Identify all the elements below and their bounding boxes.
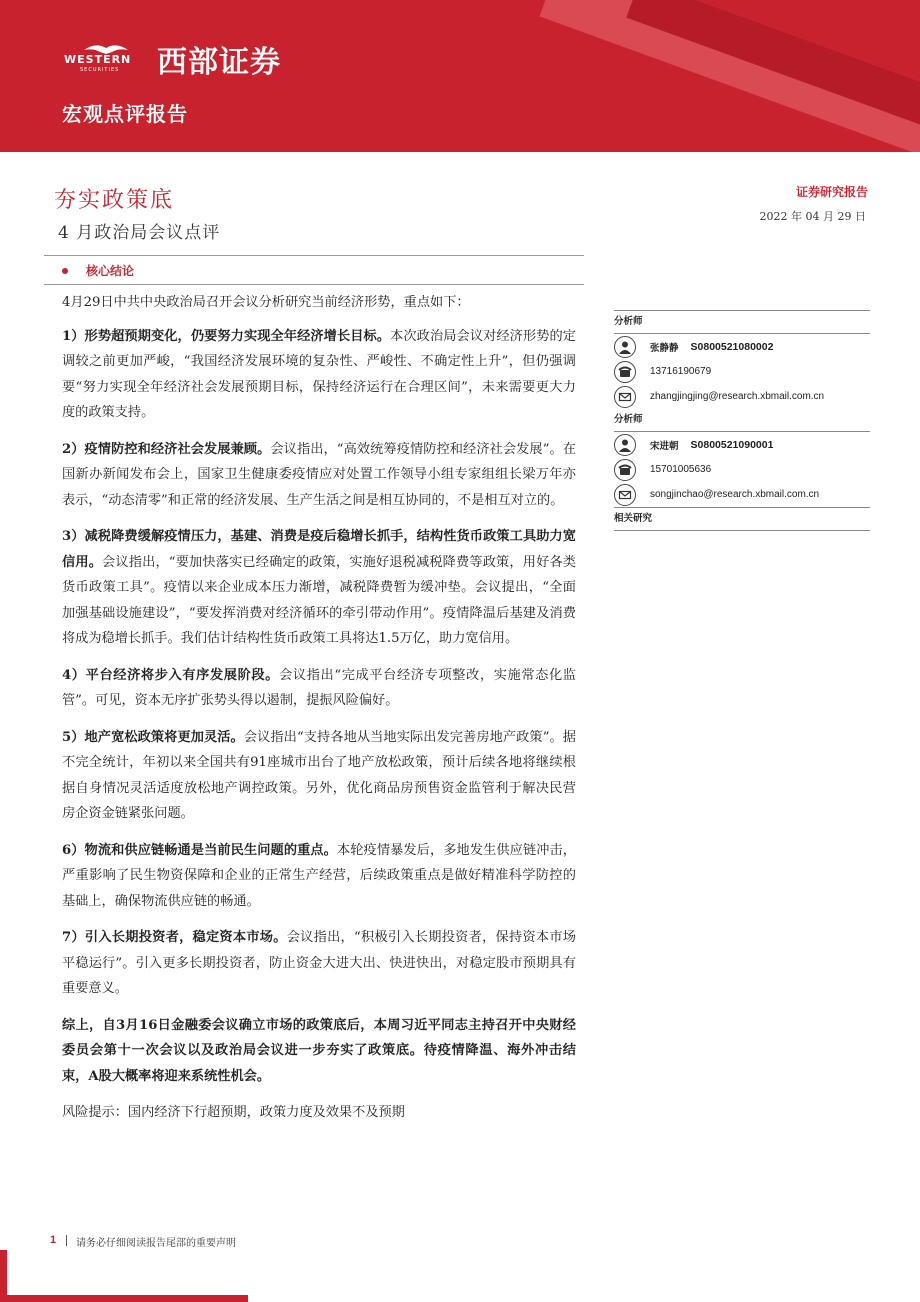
logo-english-sub: SECURITIES [80, 67, 120, 73]
header-banner [0, 0, 920, 152]
point-lead: 5）地产宽松政策将更加灵活。 [62, 729, 244, 745]
analyst-name-row [614, 432, 870, 457]
analyst-phone-row [614, 359, 870, 384]
point-text: 本次政治局会议对经济形势的定调较之前更加严峻，“我国经济发展环境的复杂性、严峻性、不确定性上升”，但仍强调要“努力实现全年经济社会发展预期目标，保持经济运行在合理区间”，未来需要更大力度的政策支持。 [62, 328, 576, 420]
corner-accent [0, 1295, 248, 1302]
point-text: 会议指出“支持各地从当地实际出发完善房地产政策”。据不完全统计，年初以来全国共有91座城市出台了地产放松政策，预计后续各地将继续根据自身情况灵活适度放松地产调控政策。另外，优化商品房预售资金监管利于解决民营房企资金链紧张问题。 [62, 729, 576, 821]
analyst-name: 宋进朝 [650, 440, 679, 452]
analyst-name: 张静静 [650, 342, 679, 354]
analyst-sidebar [614, 310, 870, 531]
analyst-cert: S0800521080002 [690, 340, 774, 353]
core-conclusion-label: 核心结论 [86, 264, 135, 278]
footer-separator [66, 1235, 67, 1246]
point-lead: 1）形势超预期变化，仍要努力实现全年经济增长目标。 [62, 328, 391, 344]
point-lead: 3）减税降费缓解疫情压力，基建、消费是疫后稳增长抓手，结构性货币政策工具助力宽信用。 [62, 529, 576, 570]
analyst-cert: S0800521090001 [690, 438, 774, 451]
point-text: 本轮疫情暴发后，多地发生供应链冲击，严重影响了民生物资保障和企业的正常生产经营，后续政策重点是做好精准科学防控的基础上，确保物流供应链的畅通。 [62, 842, 576, 909]
point-text: 会议指出“完成平台经济专项整改，实施常态化监管”。可见，资本无序扩张势头得以遏制，提振风险偏好。 [62, 667, 576, 708]
point-6 [62, 838, 576, 915]
point-5 [62, 725, 576, 827]
analyst-email-row [614, 384, 870, 409]
phone-icon [614, 361, 636, 383]
related-research-label: 相关研究 [614, 513, 653, 524]
point-4 [62, 663, 576, 714]
point-text: 会议指出，“积极引入长期投资者，保持资本市场平稳运行”。引入更多长期投资者，防止资金大进大出、快进快出，对稳定股市预期具有重要意义。 [62, 930, 576, 996]
analyst-email[interactable]: zhangjingjing@research.xbmail.com.cn [650, 391, 825, 402]
report-label: 证券研究报告 [795, 185, 868, 199]
person-icon [614, 336, 636, 358]
mail-icon [614, 484, 636, 506]
analyst-phone: 15701005636 [650, 464, 712, 475]
point-lead: 6）物流和供应链畅通是当前民生问题的重点。 [62, 842, 337, 858]
intro-paragraph: 4月29日中共中央政治局召开会议分析研究当前经济形势，重点如下： [62, 295, 470, 310]
page-number: 1 [50, 1234, 57, 1246]
footer-disclaimer: 请务必仔细阅读报告尾部的重要声明 [76, 1238, 236, 1249]
analyst-name-row [614, 334, 870, 359]
phone-icon [614, 459, 636, 481]
analyst-email[interactable]: songjinchao@research.xbmail.com.cn [650, 489, 820, 500]
point-7 [62, 925, 576, 1002]
analyst-phone-row [614, 457, 870, 482]
page-subtitle: 4 月政治局会议点评 [58, 223, 221, 243]
divider [44, 284, 584, 285]
divider [614, 530, 870, 531]
point-1 [62, 324, 576, 426]
analyst-phone: 13716190679 [650, 366, 712, 377]
divider [44, 255, 584, 256]
analyst-label: 分析师 [614, 414, 643, 425]
logo-chinese: 西部证券 [157, 45, 281, 80]
point-lead: 2）疫情防控和经济社会发展兼顾。 [62, 441, 271, 457]
risk-paragraph: 风险提示：国内经济下行超预期，政策力度及效果不及预期 [62, 1105, 405, 1120]
logo-english: WESTERN [64, 53, 132, 66]
bullet-dot [62, 268, 68, 274]
point-3 [62, 524, 576, 652]
summary-paragraph [62, 1013, 576, 1090]
point-text: 会议指出，“高效统筹疫情防控和经济社会发展”。在国新办新闻发布会上，国家卫生健康委疫情应对处置工作领导小组专家组组长梁万年亦表示，“动态清零”和正常的经济发展、生产生活之间是相互协同的，不是相互对立的。 [62, 441, 576, 508]
mail-icon [614, 386, 636, 408]
point-text: 会议指出，“要加快落实已经确定的政策，实施好退税减税降费等政策，用好各类货币政策工具”。疫情以来企业成本压力渐增，减税降费暂为缓冲垫。会议提出，“全面加强基础设施建设”，“要发挥消费对经济循环的牵引带动作用”。疫情降温后基建及消费将成为稳增长抓手。我们估计结构性货币政策工具将达1.5万亿，助力宽信用。 [62, 554, 576, 646]
report-date: 2022 年 04 月 29 日 [759, 210, 866, 223]
report-type: 宏观点评报告 [62, 102, 188, 126]
summary-text: 综上，自3月16日金融委会议确立市场的政策底后，本周习近平同志主持召开中央财经委员会第十一次会议以及政治局会议进一步夯实了政策底。待疫情降温、海外冲击结束，A股大概率将迎来系统性机会。 [62, 1017, 576, 1084]
point-lead: 4）平台经济将步入有序发展阶段。 [62, 667, 280, 683]
analyst-email-row [614, 482, 870, 507]
point-2 [62, 437, 576, 514]
page-title: 夯实政策底 [54, 188, 175, 213]
analyst-label: 分析师 [614, 316, 643, 327]
main-body [62, 290, 576, 1137]
person-icon [614, 434, 636, 456]
point-lead: 7）引入长期投资者，稳定资本市场。 [62, 930, 287, 945]
